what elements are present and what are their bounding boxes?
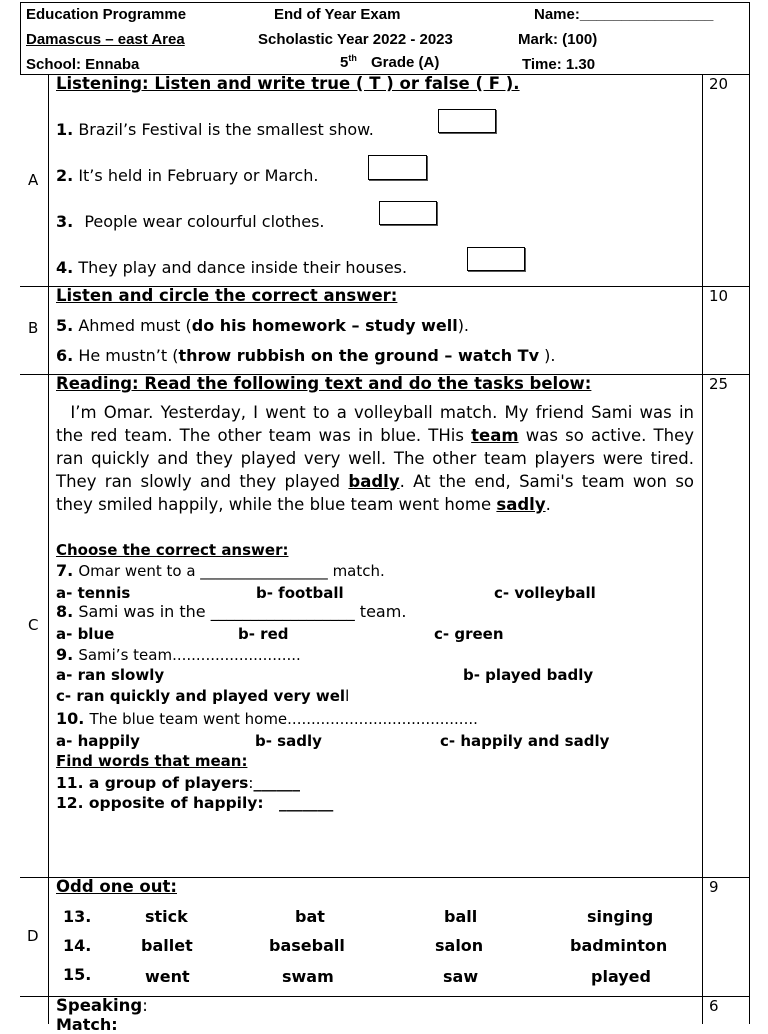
answer-box-1[interactable] [438,109,496,133]
odd-word[interactable]: baseball [269,936,345,955]
passage-text: was so active. They ran quickly and they played very well. The other team players were tired. They ran slowly and they played [56,426,700,491]
section-letter: D [27,927,39,945]
question-8 [56,602,406,621]
answer-box-2[interactable] [368,155,427,180]
answer-choices[interactable]: throw rubbish on the ground – watch Tv [178,346,540,365]
answer-box-3[interactable] [379,201,437,225]
passage-text: . [545,495,551,514]
odd-word[interactable]: ballet [141,936,193,955]
passage-keyword-team: team [471,426,519,445]
grade-number: 5 [340,54,349,71]
option-c-last-letter: l [345,687,350,705]
question-text: Sami’s team........................... [78,646,301,664]
odd-word[interactable]: singing [587,907,654,926]
question-colon: : [248,774,254,792]
answer-choices[interactable]: do his homework – study well [191,316,458,335]
odd-word[interactable]: badminton [570,936,668,955]
question-text: Brazil’s Festival is the smallest show. [78,120,374,139]
odd-word[interactable]: stick [145,907,188,926]
question-prefix: He mustn’t ( [78,346,179,365]
question-number: 2. [56,166,74,185]
answer-blank[interactable]: ______ [253,774,301,792]
option-b[interactable]: b- played badly [463,666,594,684]
question-prefix: Ahmed must ( [78,316,192,335]
question-number: 3. [56,212,74,231]
question-6 [56,346,555,365]
exam-time: Time: 1.30 [522,56,596,73]
question-number: 10. [56,709,85,728]
question-text: People wear colourful clothes. [84,212,325,231]
question-1 [56,120,374,139]
speaking-title: Speaking [56,996,143,1015]
option-c[interactable]: c- volleyball [494,584,596,602]
section-letter: B [28,319,39,337]
programme-label: Education Programme [26,6,187,23]
odd-word[interactable]: ball [444,907,478,926]
passage-text: . At the end, Sami's team won so they smiled happily, while the blue team went home [56,472,700,514]
section-title: Listening: Listen and write true ( T ) or false ( F ). [56,74,520,93]
speaking-colon: : [142,996,148,1015]
question-text: Sami was in the __________________ team. [78,602,407,621]
school-label: School: Ennaba [26,56,140,73]
grade-label [340,53,439,71]
question-12 [56,794,333,812]
option-c[interactable]: c- happily and sadly [440,732,610,750]
find-words-title: Find words that mean: [56,752,248,770]
option-a[interactable]: a- blue [56,625,115,643]
question-text: It’s held in February or March. [78,166,319,185]
exam-title: End of Year Exam [274,6,401,23]
option-c[interactable] [56,687,349,705]
area-label: Damascus – east Area [26,31,185,48]
odd-word[interactable]: saw [443,967,479,986]
choose-title: Choose the correct answer: [56,541,289,559]
odd-word[interactable]: swam [282,967,334,986]
section-title: Odd one out: [56,877,177,896]
question-number: 15. [63,965,92,984]
question-number: 5. [56,316,74,335]
passage-keyword-badly: badly [348,472,400,491]
question-text: They play and dance inside their houses. [78,258,408,277]
option-a[interactable]: a- ran slowly [56,666,165,684]
question-5 [56,316,469,335]
question-7 [56,561,385,580]
passage-keyword-sadly: sadly [496,495,546,514]
question-number: 7. [56,561,74,580]
question-number: 8. [56,602,74,621]
question-suffix: ). [539,346,556,365]
scholastic-year: Scholastic Year 2022 - 2023 [258,31,453,48]
grade-ordinal: th [348,53,357,63]
option-c[interactable]: c- green [434,625,504,643]
question-number: 14. [63,936,92,955]
question-number: 6. [56,346,74,365]
question-label: 12. opposite of happily: [56,794,264,812]
question-text: The blue team went home........................................ [89,710,478,728]
answer-box-4[interactable] [467,247,525,271]
section-mark: 9 [709,878,719,896]
reading-passage [56,401,700,516]
match-subtitle: Match: [56,1015,118,1034]
section-mark: 10 [709,287,729,305]
odd-word[interactable]: played [591,967,651,986]
option-c-text: c- ran quickly and played very wel [56,687,346,705]
question-number: 4. [56,258,74,277]
odd-word[interactable]: bat [295,907,325,926]
grade-name: Grade (A) [371,54,440,71]
question-label: 11. a group of players [56,774,249,792]
question-11 [56,774,300,792]
question-suffix: ). [457,316,470,335]
section-letter: C [28,616,39,634]
question-3 [56,212,325,231]
question-9 [56,645,301,664]
question-number: 13. [63,907,92,926]
section-mark: 20 [709,75,729,93]
name-field[interactable]: Name:________________ [534,6,714,23]
odd-word[interactable]: went [145,967,190,986]
odd-word[interactable]: salon [435,936,484,955]
section-mark: 25 [709,375,729,393]
option-b[interactable]: b- sadly [255,732,322,750]
section-title [56,996,148,1015]
passage-text: I’m Omar. Yesterday, I went to a volleyball match. My friend Sami was in the red team. The other team was in blue. THis [56,403,700,445]
question-number: 1. [56,120,74,139]
option-b[interactable]: b- football [256,584,344,602]
question-2 [56,166,318,185]
option-a[interactable]: a- happily [56,732,140,750]
option-b[interactable]: b- red [238,625,289,643]
total-mark: Mark: (100) [518,31,598,48]
question-10 [56,709,478,728]
section-title: Listen and circle the correct answer: [56,286,398,305]
section-letter: A [28,171,39,189]
answer-blank[interactable]: _______ [279,794,334,812]
question-number: 9. [56,645,74,664]
option-a[interactable]: a- tennis [56,584,131,602]
section-mark: 6 [709,997,719,1015]
question-text: Omar went to a _________________ match. [78,562,385,580]
section-title: Reading: Read the following text and do the tasks below: [56,374,592,393]
question-4 [56,258,407,277]
